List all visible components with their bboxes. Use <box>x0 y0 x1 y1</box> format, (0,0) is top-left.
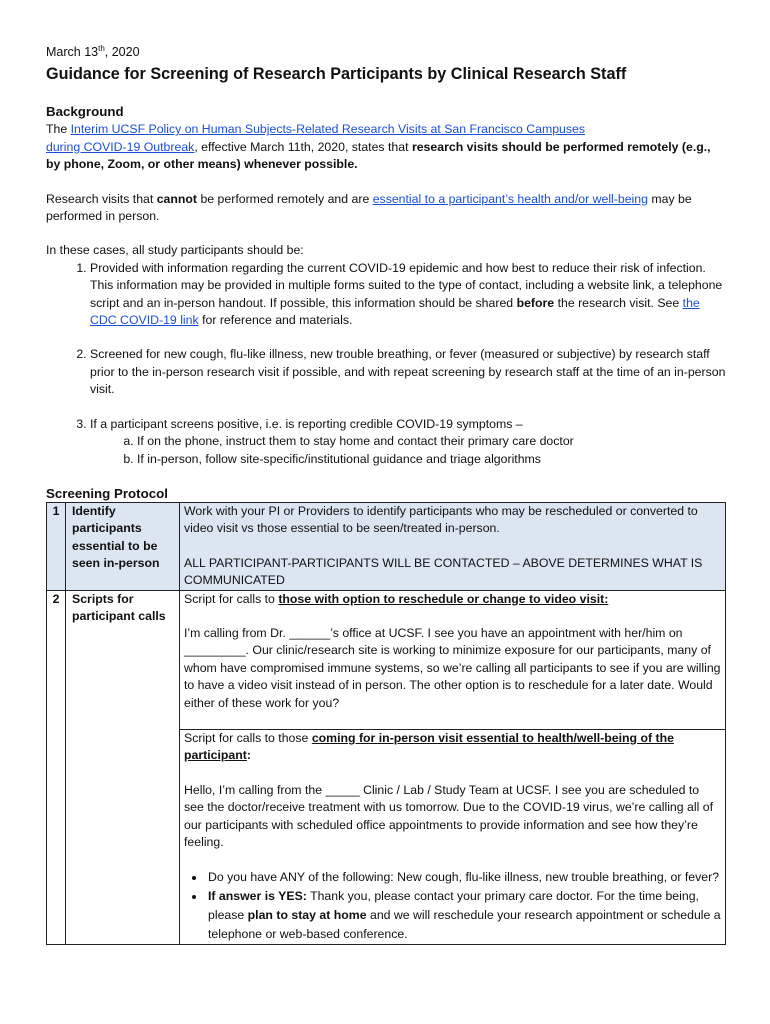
cdc-covid-link[interactable]: the CDC COVID-19 link <box>90 295 700 328</box>
ucsf-policy-link[interactable]: Interim UCSF Policy on Human Subjects-Related Research Visits at San Francisco Campuses <box>70 122 586 137</box>
table-row <box>47 502 726 590</box>
table-row <box>47 590 726 729</box>
background-paragraph-2: Research visits that cannot be performed remotely and are essential to a participant’s health and/or well-being may be performed in person. <box>46 191 692 224</box>
document-page <box>46 44 726 945</box>
list-item: 1. Provided with information regarding the current COVID-19 epidemic and how best to reduce their risk of infection. This information may be provided in multiple forms suited to the type of contact, including a website link, a telephone script and an in-person handout. If possible, this information should be shared before the research visit. See the CDC COVID-19 link for reference and materials. <box>90 260 726 330</box>
participant-requirements-list <box>46 260 726 468</box>
row-number: 1 <box>47 502 66 590</box>
row-label: Scripts for participant calls <box>66 590 180 945</box>
document-title: Guidance for Screening of Research Participants by Clinical Research Staff <box>46 65 627 84</box>
background-paragraph-3: In these cases, all study participants should be: <box>46 243 304 258</box>
list-item: • If answer is YES: Thank you, please contact your primary care doctor. For the time being, please plan to stay at home and we will reschedule your research appointment or schedule a telephone or web-based conference. <box>206 887 721 944</box>
background-paragraph-1: The Interim UCSF Policy on Human Subjects-Related Research Visits at San Francisco Campuses during COVID-19 Outbreak, effective March 11th, 2020, states that research visits should be performed remotely (e.g., by phone, Zoom, or other means) whenever possible. <box>46 122 711 172</box>
sub-list-item: a. If on the phone, instruct them to stay home and contact their primary care doctor <box>137 433 726 450</box>
ucsf-policy-link-cont[interactable]: during COVID-19 Outbreak <box>46 139 195 154</box>
script-reschedule: Script for calls to those with option to reschedule or change to video visit: I’m calling from Dr. ______’s office at UCSF. I see you have an appointment with her/him on _________. Our clinic/research site is working to minimize exposure for our participants, many of whom have compromised immune systems, so we’re calling all participants to see if you are willing to have a video visit instead of in person. The other option is to reschedule for a later date. Would either of these work for you? <box>180 590 726 729</box>
sub-list-item: b. If in-person, follow site-specific/institutional guidance and triage algorithms <box>137 451 726 468</box>
essential-visit-link[interactable]: essential to a participant’s health and/or well-being <box>372 191 648 206</box>
script-in-person: Script for calls to those coming for in-person visit essential to health/well-being of the participant: Hello, I’m calling from the _____ Clinic / Lab / Study Team at UCSF. I see you are scheduled to see the doctor/receive treatment with us tomorrow. Due to the COVID-19 virus, we’re calling all of our participants with scheduled office appointments to provide information and see how they’re feeling. • Do you have ANY of the following: New cough, flu-like illness, new trouble breathing, or fever? • If answer is YES: Thank you, please contact your primary care doctor. For the time being, please plan to stay at home and we will reschedule your research appointment or schedule a telephone or web-based conference. <box>180 729 726 944</box>
screening-protocol-heading: Screening Protocol <box>46 485 168 501</box>
screening-protocol-table <box>46 502 726 946</box>
row-label: Identify participants essential to be seen in-person <box>66 502 180 590</box>
row-content: Work with your PI or Providers to identify participants who may be rescheduled or converted to video visit vs those essential to be seen/treated in-person. ALL PARTICIPANT-PARTICIPANTS WILL BE CONTACTED – ABOVE DETERMINES WHAT IS COMMUNICATED <box>180 502 726 590</box>
list-item: 3. If a participant screens positive, i.e. is reporting credible COVID-19 symptoms – a. If on the phone, instruct them to stay home and contact their primary care doctor b. If in-person, follow site-specific/institutional guidance and triage algorithms <box>90 416 726 468</box>
sub-list <box>90 433 726 468</box>
document-date: March 13th, 2020 <box>46 43 140 59</box>
row-number: 2 <box>47 590 66 945</box>
background-heading: Background <box>46 104 124 120</box>
screening-questions-list <box>184 868 721 944</box>
list-item: • Do you have ANY of the following: New cough, flu-like illness, new trouble breathing, or fever? <box>206 868 721 887</box>
list-item: 2. Screened for new cough, flu-like illness, new trouble breathing, or fever (measured or subjective) by research staff prior to the in-person research visit if possible, and with repeat screening by research staff at the time of an in-person visit. <box>90 346 726 398</box>
